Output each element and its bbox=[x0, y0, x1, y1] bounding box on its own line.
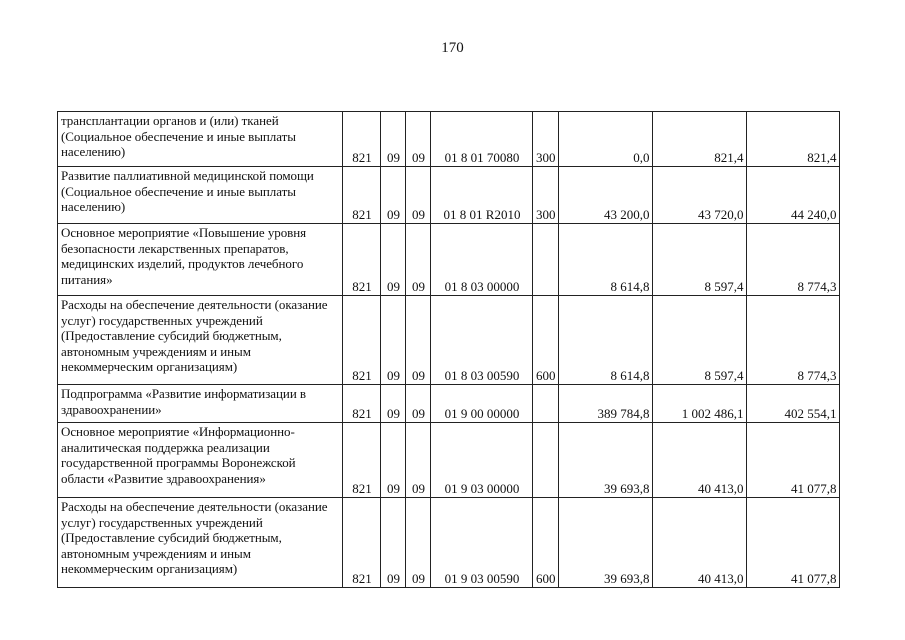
year1-value: 39 693,8 bbox=[558, 423, 652, 498]
csr-cell: 01 8 03 00000 bbox=[431, 224, 533, 296]
row-name: Основное мероприятие «Информационно-аналитическая поддержка реализации государственной программы Воронежской области «Развитие здравоохранения» bbox=[58, 423, 343, 498]
rz-cell: 09 bbox=[381, 296, 406, 385]
year2-value: 821,4 bbox=[652, 112, 746, 167]
pr-cell: 09 bbox=[406, 296, 431, 385]
pr-cell: 09 bbox=[406, 498, 431, 588]
row-name: Развитие паллиативной медицинской помощи (Социальное обеспечение и иные выплаты населению) bbox=[58, 167, 343, 224]
year1-value: 43 200,0 bbox=[558, 167, 652, 224]
row-name: Подпрограмма «Развитие информатизации в здравоохранении» bbox=[58, 385, 343, 423]
row-name: трансплантации органов и (или) тканей (Социальное обеспечение и иные выплаты населению) bbox=[58, 112, 343, 167]
pr-cell: 09 bbox=[406, 112, 431, 167]
csr-cell: 01 8 03 00590 bbox=[431, 296, 533, 385]
pr-cell: 09 bbox=[406, 224, 431, 296]
year2-value: 43 720,0 bbox=[652, 167, 746, 224]
row-name: Расходы на обеспечение деятельности (оказание услуг) государственных учреждений (Предоставление субсидий бюджетным, автономным учреждениям и иным некоммерческим организациям) bbox=[58, 498, 343, 588]
rz-cell: 09 bbox=[381, 167, 406, 224]
table-row bbox=[58, 224, 840, 296]
grbs-cell: 821 bbox=[343, 296, 381, 385]
year2-value: 40 413,0 bbox=[652, 498, 746, 588]
year3-value: 44 240,0 bbox=[746, 167, 839, 224]
csr-cell: 01 8 01 70080 bbox=[431, 112, 533, 167]
year1-value: 8 614,8 bbox=[558, 296, 652, 385]
year1-value: 389 784,8 bbox=[558, 385, 652, 423]
rz-cell: 09 bbox=[381, 423, 406, 498]
vr-cell bbox=[533, 385, 559, 423]
rz-cell: 09 bbox=[381, 385, 406, 423]
grbs-cell: 821 bbox=[343, 112, 381, 167]
year3-value: 41 077,8 bbox=[746, 498, 839, 588]
csr-cell: 01 9 03 00000 bbox=[431, 423, 533, 498]
year2-value: 8 597,4 bbox=[652, 224, 746, 296]
pr-cell: 09 bbox=[406, 167, 431, 224]
year2-value: 8 597,4 bbox=[652, 296, 746, 385]
row-name: Расходы на обеспечение деятельности (оказание услуг) государственных учреждений (Предоставление субсидий бюджетным, автономным учреждениям и иным некоммерческим организациям) bbox=[58, 296, 343, 385]
row-name: Основное мероприятие «Повышение уровня безопасности лекарственных препаратов, медицинских изделий, продуктов лечебного питания» bbox=[58, 224, 343, 296]
grbs-cell: 821 bbox=[343, 498, 381, 588]
year2-value: 1 002 486,1 bbox=[652, 385, 746, 423]
year1-value: 0,0 bbox=[558, 112, 652, 167]
pr-cell: 09 bbox=[406, 385, 431, 423]
grbs-cell: 821 bbox=[343, 385, 381, 423]
csr-cell: 01 9 00 00000 bbox=[431, 385, 533, 423]
rz-cell: 09 bbox=[381, 224, 406, 296]
rz-cell: 09 bbox=[381, 112, 406, 167]
grbs-cell: 821 bbox=[343, 423, 381, 498]
pr-cell: 09 bbox=[406, 423, 431, 498]
year3-value: 821,4 bbox=[746, 112, 839, 167]
table-row bbox=[58, 385, 840, 423]
vr-cell bbox=[533, 423, 559, 498]
rz-cell: 09 bbox=[381, 498, 406, 588]
table-row bbox=[58, 498, 840, 588]
year1-value: 8 614,8 bbox=[558, 224, 652, 296]
vr-cell bbox=[533, 224, 559, 296]
vr-cell: 300 bbox=[533, 167, 559, 224]
vr-cell: 600 bbox=[533, 498, 559, 588]
year3-value: 41 077,8 bbox=[746, 423, 839, 498]
grbs-cell: 821 bbox=[343, 167, 381, 224]
year2-value: 40 413,0 bbox=[652, 423, 746, 498]
vr-cell: 600 bbox=[533, 296, 559, 385]
table-row bbox=[58, 296, 840, 385]
table-row bbox=[58, 167, 840, 224]
table-row bbox=[58, 112, 840, 167]
table-row bbox=[58, 423, 840, 498]
year3-value: 8 774,3 bbox=[746, 224, 839, 296]
csr-cell: 01 9 03 00590 bbox=[431, 498, 533, 588]
vr-cell: 300 bbox=[533, 112, 559, 167]
page-number: 170 bbox=[441, 40, 464, 56]
year3-value: 8 774,3 bbox=[746, 296, 839, 385]
year3-value: 402 554,1 bbox=[746, 385, 839, 423]
csr-cell: 01 8 01 R2010 bbox=[431, 167, 533, 224]
year1-value: 39 693,8 bbox=[558, 498, 652, 588]
grbs-cell: 821 bbox=[343, 224, 381, 296]
budget-table bbox=[57, 111, 840, 588]
